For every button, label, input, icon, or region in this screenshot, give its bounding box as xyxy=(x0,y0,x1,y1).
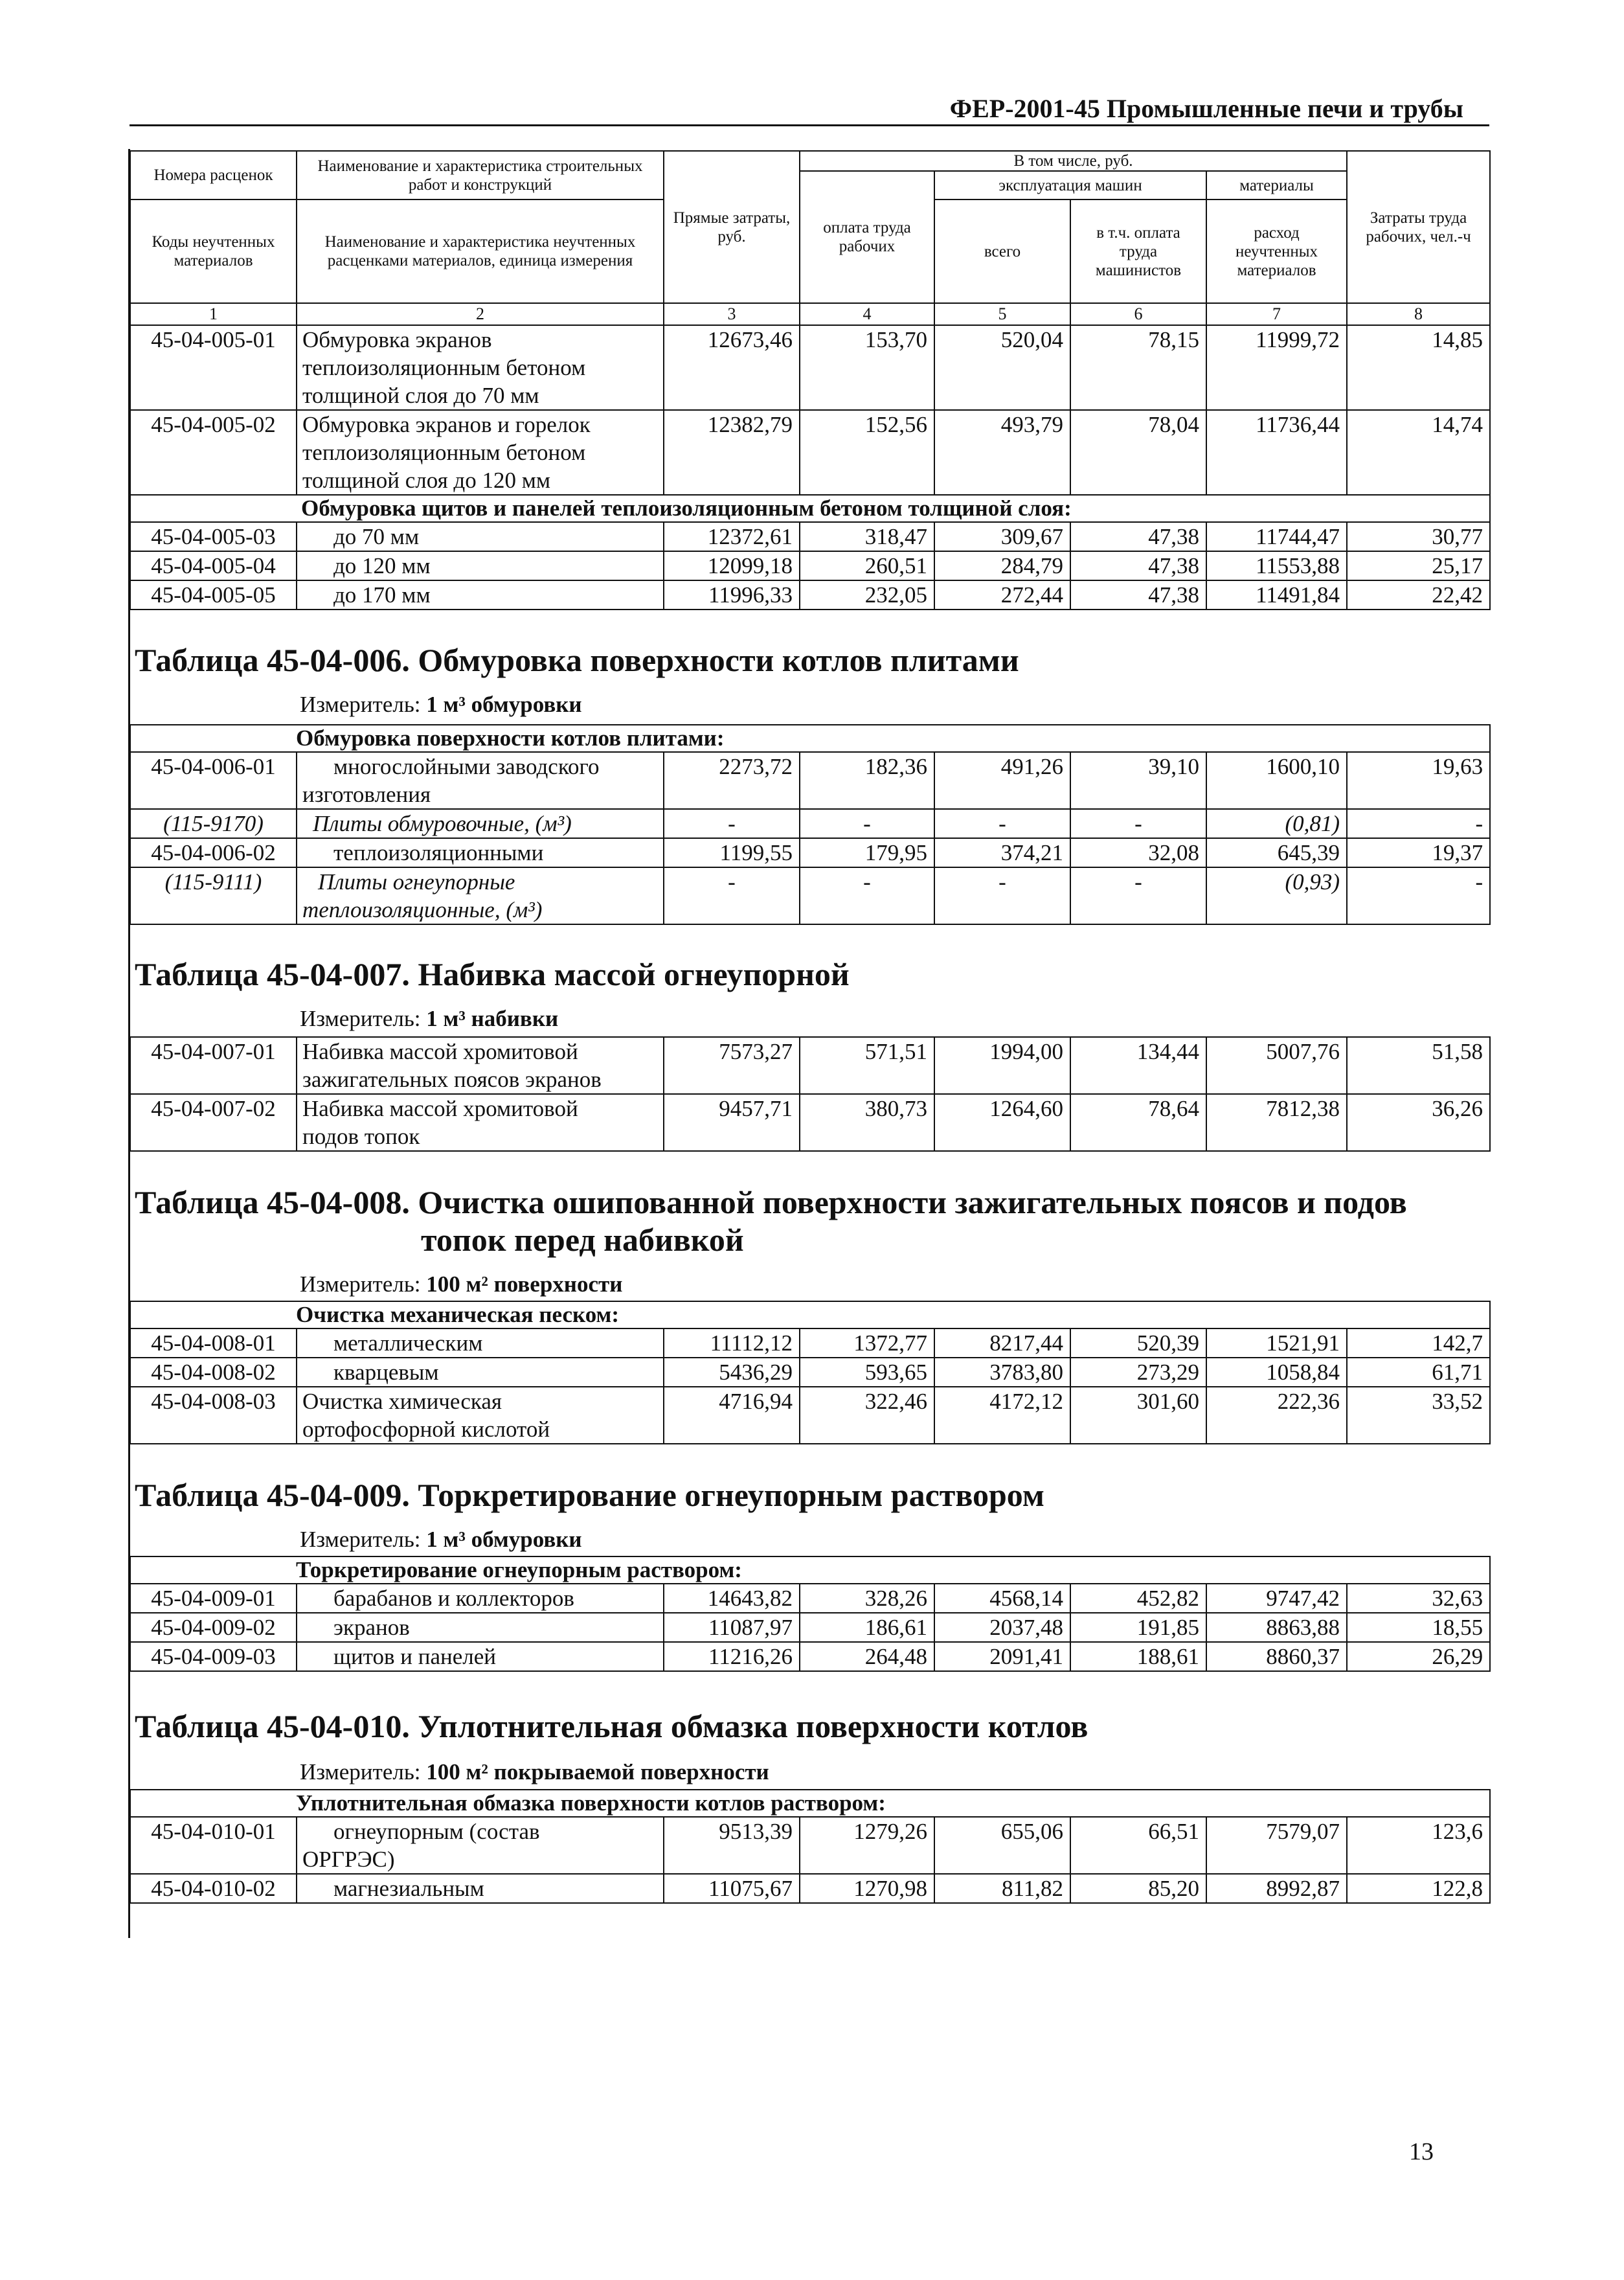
row-code: 45-04-006-02 xyxy=(130,838,297,867)
cell-wages: 593,65 xyxy=(800,1358,934,1387)
cell-operators: 301,60 xyxy=(1070,1387,1206,1444)
table-measure: Измеритель: 1 м³ обмуровки xyxy=(300,692,582,717)
col-num: 7 xyxy=(1206,303,1347,325)
col-header-machines-total: всего xyxy=(934,200,1070,303)
cell-materials: 1600,10 xyxy=(1206,752,1347,809)
table-title: Таблица 45-04-006. Обмуровка поверхности котлов плитами xyxy=(135,642,1019,678)
table-measure: Измеритель: 1 м³ набивки xyxy=(300,1006,559,1031)
cell-machines: 2091,41 xyxy=(934,1642,1070,1671)
table-row xyxy=(130,1642,1490,1671)
cell-wages: - xyxy=(800,809,934,838)
cell-operators: 47,38 xyxy=(1070,522,1206,551)
row-name: огнеупорным (состав ОРГРЭС) xyxy=(297,1817,664,1874)
col-header-name: Наименование и характеристика строительных работ и конструкций xyxy=(297,151,664,200)
material-name: Плиты огнеупорные теплоизоляционные, (м³) xyxy=(297,867,664,924)
cell-materials: 8992,87 xyxy=(1206,1874,1347,1903)
table-row xyxy=(130,325,1490,410)
cell-machines: 4172,12 xyxy=(934,1387,1070,1444)
cell-direct: 11216,26 xyxy=(664,1642,800,1671)
material-name: Плиты обмуровочные, (м³) xyxy=(297,809,664,838)
cell-machines: 272,44 xyxy=(934,580,1070,610)
cell-direct: 11075,67 xyxy=(664,1874,800,1903)
cell-operators: 78,15 xyxy=(1070,325,1206,410)
cell-direct: 1199,55 xyxy=(664,838,800,867)
row-code: 45-04-005-05 xyxy=(130,580,297,610)
material-code: (115-9170) xyxy=(130,809,297,838)
cell-machines: 1994,00 xyxy=(934,1037,1070,1094)
cell-direct: 12382,79 xyxy=(664,410,800,495)
table-row xyxy=(130,580,1490,610)
row-code: 45-04-005-02 xyxy=(130,410,297,495)
cell-labor: 22,42 xyxy=(1347,580,1490,610)
cell-machines: 493,79 xyxy=(934,410,1070,495)
cell-wages: 571,51 xyxy=(800,1037,934,1094)
cell-operators: - xyxy=(1070,809,1206,838)
cell-materials: 11491,84 xyxy=(1206,580,1347,610)
row-code: 45-04-005-01 xyxy=(130,325,297,410)
cell-direct: 11087,97 xyxy=(664,1613,800,1642)
row-code: 45-04-010-01 xyxy=(130,1817,297,1874)
table-measure: Измеритель: 1 м³ обмуровки xyxy=(300,1527,582,1552)
row-code: 45-04-008-01 xyxy=(130,1328,297,1358)
cell-labor: 19,37 xyxy=(1347,838,1490,867)
cell-labor: 61,71 xyxy=(1347,1358,1490,1387)
cell-wages: - xyxy=(800,867,934,924)
cell-machines: - xyxy=(934,867,1070,924)
page-header xyxy=(130,91,1489,126)
cell-labor: 33,52 xyxy=(1347,1387,1490,1444)
col-header-operators-pay: в т.ч. оплата труда машинистов xyxy=(1070,200,1206,303)
cell-direct: 4716,94 xyxy=(664,1387,800,1444)
row-code: 45-04-005-03 xyxy=(130,522,297,551)
cell-machines: 811,82 xyxy=(934,1874,1070,1903)
cell-machines: 4568,14 xyxy=(934,1584,1070,1613)
table-45-04-005 xyxy=(130,150,1491,610)
cell-materials: 8863,88 xyxy=(1206,1613,1347,1642)
col-header-material-names: Наименование и характеристика неучтенных расценками материалов, единица измерения xyxy=(297,200,664,303)
cell-direct: 2273,72 xyxy=(664,752,800,809)
col-header-labor: Затраты труда рабочих, чел.-ч xyxy=(1347,151,1490,303)
row-name: теплоизоляционными xyxy=(297,838,664,867)
cell-machines: - xyxy=(934,809,1070,838)
cell-machines: 374,21 xyxy=(934,838,1070,867)
row-name: до 120 мм xyxy=(297,551,664,580)
col-header-material-codes: Коды неучтенных материалов xyxy=(130,200,297,303)
cell-materials: 645,39 xyxy=(1206,838,1347,867)
table-45-04-008 xyxy=(130,1301,1491,1444)
row-name: Обмуровка экранов теплоизоляционным бетоном толщиной слоя до 70 мм xyxy=(297,325,664,410)
cell-direct: 12673,46 xyxy=(664,325,800,410)
row-code: 45-04-009-03 xyxy=(130,1642,297,1671)
cell-direct: 7573,27 xyxy=(664,1037,800,1094)
row-code: 45-04-008-02 xyxy=(130,1358,297,1387)
row-code: 45-04-006-01 xyxy=(130,752,297,809)
cell-labor: 122,8 xyxy=(1347,1874,1490,1903)
cell-labor: 14,85 xyxy=(1347,325,1490,410)
cell-labor: 26,29 xyxy=(1347,1642,1490,1671)
cell-machines: 2037,48 xyxy=(934,1613,1070,1642)
cell-wages: 179,95 xyxy=(800,838,934,867)
cell-materials: (0,81) xyxy=(1206,809,1347,838)
cell-direct: 9513,39 xyxy=(664,1817,800,1874)
col-num: 1 xyxy=(130,303,297,325)
col-header-materials-usage: расход неучтенных материалов xyxy=(1206,200,1347,303)
cell-operators: 78,64 xyxy=(1070,1094,1206,1151)
table-45-04-009 xyxy=(130,1556,1491,1672)
cell-machines: 3783,80 xyxy=(934,1358,1070,1387)
section-heading: Уплотнительная обмазка поверхности котлов раствором: xyxy=(130,1790,1490,1817)
col-header-direct-costs: Прямые затраты, руб. xyxy=(664,151,800,303)
cell-materials: 8860,37 xyxy=(1206,1642,1347,1671)
table-title: Таблица 45-04-008. Очистка ошипованной поверхности зажигательных поясов и подов топок перед набивкой xyxy=(135,1184,1407,1258)
cell-wages: 328,26 xyxy=(800,1584,934,1613)
cell-operators: 39,10 xyxy=(1070,752,1206,809)
cell-direct: 5436,29 xyxy=(664,1358,800,1387)
cell-materials: 11744,47 xyxy=(1206,522,1347,551)
table-title: Таблица 45-04-010. Уплотнительная обмазка поверхности котлов xyxy=(135,1708,1088,1744)
section-heading: Торкретирование огнеупорным раствором: xyxy=(130,1556,1490,1584)
table-row xyxy=(130,867,1490,924)
cell-machines: 520,04 xyxy=(934,325,1070,410)
col-header-including: В том числе, руб. xyxy=(800,151,1347,171)
table-row xyxy=(130,1387,1490,1444)
cell-operators: 66,51 xyxy=(1070,1817,1206,1874)
cell-wages: 1279,26 xyxy=(800,1817,934,1874)
cell-operators: 85,20 xyxy=(1070,1874,1206,1903)
cell-materials: (0,93) xyxy=(1206,867,1347,924)
row-code: 45-04-008-03 xyxy=(130,1387,297,1444)
table-45-04-006 xyxy=(130,724,1491,925)
cell-materials: 11736,44 xyxy=(1206,410,1347,495)
cell-wages: 1372,77 xyxy=(800,1328,934,1358)
row-name: Очистка химическая ортофосфорной кислотой xyxy=(297,1387,664,1444)
table-row xyxy=(130,1094,1490,1151)
table-row xyxy=(130,1037,1490,1094)
table-row xyxy=(130,1358,1490,1387)
row-name: Обмуровка экранов и горелок теплоизоляционным бетоном толщиной слоя до 120 мм xyxy=(297,410,664,495)
cell-machines: 491,26 xyxy=(934,752,1070,809)
row-name: экранов xyxy=(297,1613,664,1642)
cell-wages: 322,46 xyxy=(800,1387,934,1444)
cell-labor: 142,7 xyxy=(1347,1328,1490,1358)
cell-operators: 520,39 xyxy=(1070,1328,1206,1358)
cell-wages: 186,61 xyxy=(800,1613,934,1642)
row-code: 45-04-005-04 xyxy=(130,551,297,580)
table-row xyxy=(130,1817,1490,1874)
cell-labor: 36,26 xyxy=(1347,1094,1490,1151)
table-title: Таблица 45-04-007. Набивка массой огнеупорной xyxy=(135,956,850,992)
row-code: 45-04-009-02 xyxy=(130,1613,297,1642)
cell-operators: 32,08 xyxy=(1070,838,1206,867)
col-num: 8 xyxy=(1347,303,1490,325)
table-45-04-007 xyxy=(130,1036,1491,1152)
row-name: металлическим xyxy=(297,1328,664,1358)
cell-operators: 47,38 xyxy=(1070,551,1206,580)
cell-wages: 232,05 xyxy=(800,580,934,610)
col-num: 4 xyxy=(800,303,934,325)
col-header-materials: материалы xyxy=(1206,171,1347,200)
row-name: Набивка массой хромитовой подов топок xyxy=(297,1094,664,1151)
row-code: 45-04-007-02 xyxy=(130,1094,297,1151)
section-heading: Обмуровка щитов и панелей теплоизоляционным бетоном толщиной слоя: xyxy=(130,495,1490,522)
row-name: щитов и панелей xyxy=(297,1642,664,1671)
row-name: многослойными заводского изготовления xyxy=(297,752,664,809)
cell-wages: 264,48 xyxy=(800,1642,934,1671)
cell-wages: 318,47 xyxy=(800,522,934,551)
header-title: ФЕР-2001-45 Промышленные печи и трубы xyxy=(949,94,1463,123)
cell-materials: 1058,84 xyxy=(1206,1358,1347,1387)
row-code: 45-04-007-01 xyxy=(130,1037,297,1094)
table-row xyxy=(130,1613,1490,1642)
cell-operators: 47,38 xyxy=(1070,580,1206,610)
cell-labor: 25,17 xyxy=(1347,551,1490,580)
table-45-04-010 xyxy=(130,1789,1491,1904)
row-code: 45-04-009-01 xyxy=(130,1584,297,1613)
cell-machines: 655,06 xyxy=(934,1817,1070,1874)
cell-wages: 260,51 xyxy=(800,551,934,580)
cell-direct: - xyxy=(664,867,800,924)
cell-labor: 14,74 xyxy=(1347,410,1490,495)
cell-labor: - xyxy=(1347,867,1490,924)
cell-machines: 8217,44 xyxy=(934,1328,1070,1358)
col-num: 6 xyxy=(1070,303,1206,325)
cell-operators: 78,04 xyxy=(1070,410,1206,495)
cell-wages: 153,70 xyxy=(800,325,934,410)
cell-machines: 284,79 xyxy=(934,551,1070,580)
cell-materials: 11553,88 xyxy=(1206,551,1347,580)
row-name: кварцевым xyxy=(297,1358,664,1387)
table-row xyxy=(130,410,1490,495)
cell-direct: 9457,71 xyxy=(664,1094,800,1151)
cell-materials: 222,36 xyxy=(1206,1387,1347,1444)
col-header-code: Номера расценок xyxy=(130,151,297,200)
cell-materials: 5007,76 xyxy=(1206,1037,1347,1094)
table-row xyxy=(130,522,1490,551)
section-heading: Очистка механическая песком: xyxy=(130,1301,1490,1328)
cell-operators: 188,61 xyxy=(1070,1642,1206,1671)
col-num: 3 xyxy=(664,303,800,325)
col-num: 2 xyxy=(297,303,664,325)
cell-operators: 273,29 xyxy=(1070,1358,1206,1387)
table-row xyxy=(130,838,1490,867)
cell-operators: 134,44 xyxy=(1070,1037,1206,1094)
cell-operators: 191,85 xyxy=(1070,1613,1206,1642)
cell-operators: - xyxy=(1070,867,1206,924)
cell-materials: 1521,91 xyxy=(1206,1328,1347,1358)
table-row xyxy=(130,809,1490,838)
row-name: до 170 мм xyxy=(297,580,664,610)
cell-materials: 7579,07 xyxy=(1206,1817,1347,1874)
cell-labor: 18,55 xyxy=(1347,1613,1490,1642)
cell-materials: 11999,72 xyxy=(1206,325,1347,410)
material-code: (115-9111) xyxy=(130,867,297,924)
row-name: магнезиальным xyxy=(297,1874,664,1903)
cell-machines: 309,67 xyxy=(934,522,1070,551)
row-name: барабанов и коллекторов xyxy=(297,1584,664,1613)
table-measure: Измеритель: 100 м² покрываемой поверхности xyxy=(300,1759,769,1784)
cell-wages: 152,56 xyxy=(800,410,934,495)
col-header-machines: эксплуатация машин xyxy=(934,171,1206,200)
table-row xyxy=(130,1584,1490,1613)
cell-labor: 30,77 xyxy=(1347,522,1490,551)
cell-wages: 1270,98 xyxy=(800,1874,934,1903)
cell-direct: 12099,18 xyxy=(664,551,800,580)
cell-wages: 380,73 xyxy=(800,1094,934,1151)
row-code: 45-04-010-02 xyxy=(130,1874,297,1903)
cell-materials: 7812,38 xyxy=(1206,1094,1347,1151)
col-header-workers-pay: оплата труда рабочих xyxy=(800,171,934,303)
section-heading: Обмуровка поверхности котлов плитами: xyxy=(130,725,1490,752)
col-num: 5 xyxy=(934,303,1070,325)
row-name: до 70 мм xyxy=(297,522,664,551)
cell-labor: 123,6 xyxy=(1347,1817,1490,1874)
cell-operators: 452,82 xyxy=(1070,1584,1206,1613)
table-measure: Измеритель: 100 м² поверхности xyxy=(300,1271,623,1297)
cell-materials: 9747,42 xyxy=(1206,1584,1347,1613)
cell-direct: 11112,12 xyxy=(664,1328,800,1358)
table-row xyxy=(130,551,1490,580)
table-row xyxy=(130,1328,1490,1358)
row-name: Набивка массой хромитовой зажигательных поясов экранов xyxy=(297,1037,664,1094)
cell-labor: 51,58 xyxy=(1347,1037,1490,1094)
cell-labor: - xyxy=(1347,809,1490,838)
page-number: 13 xyxy=(1409,2138,1434,2165)
table-title: Таблица 45-04-009. Торкретирование огнеупорным раствором xyxy=(135,1477,1044,1513)
cell-direct: 14643,82 xyxy=(664,1584,800,1613)
table-row xyxy=(130,1874,1490,1903)
cell-direct: - xyxy=(664,809,800,838)
cell-labor: 32,63 xyxy=(1347,1584,1490,1613)
cell-direct: 11996,33 xyxy=(664,580,800,610)
cell-labor: 19,63 xyxy=(1347,752,1490,809)
cell-direct: 12372,61 xyxy=(664,522,800,551)
cell-wages: 182,36 xyxy=(800,752,934,809)
cell-machines: 1264,60 xyxy=(934,1094,1070,1151)
table-row xyxy=(130,752,1490,809)
